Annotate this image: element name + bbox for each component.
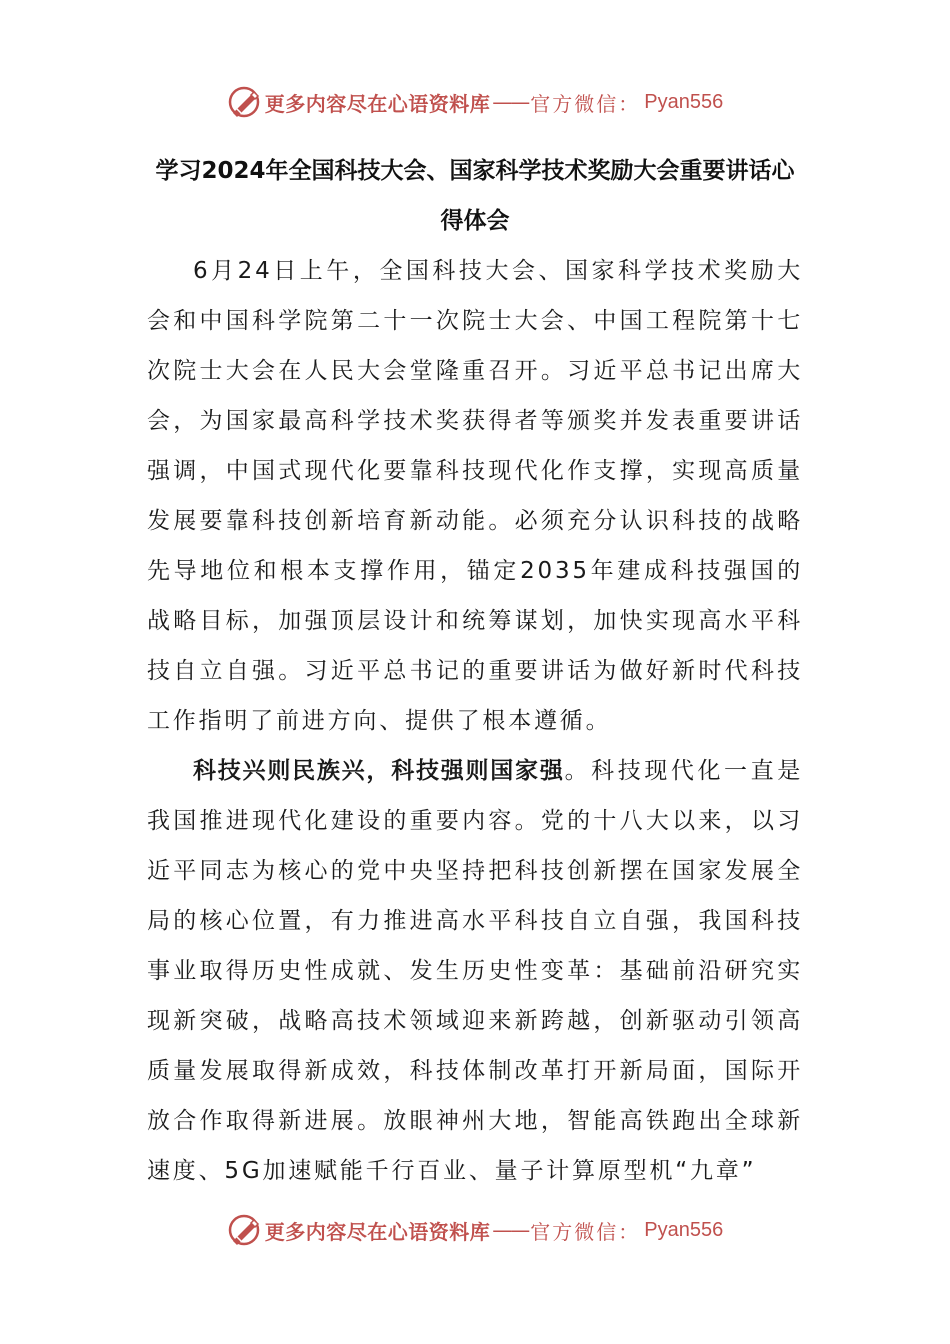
paragraph-1-text: 6月24日上午，全国科技大会、国家科学技术奖励大会和中国科学院第二十一次院士大会、中国工程院第十七次院士大会在人民大会堂隆重召开。习近平总书记出席大会，为国家最高科学技术奖获得者等颁奖并发表重要讲话强调，中国式现代化要靠科技现代化作支撑，实现高质量发展要靠科技创新培育新动能。必须充分认识科技的战略先导地位和根本支撑作用，锚定2035年建成科技强国的战略目标，加强顶层设计和统筹谋划，加快实现高水平科技自立自强。习近平总书记的重要讲话为做好新时代科技工作指明了前进方向、提供了根本遵循。 [147, 258, 803, 734]
watermark-brand-text: 更多内容尽在心语资料库 [264, 1219, 491, 1244]
document-body [147, 246, 803, 1196]
watermark-separator: —— [492, 90, 529, 114]
paragraph-2 [147, 746, 803, 1196]
watermark-wechat-id: Pyan556 [644, 1218, 724, 1241]
watermark-separator: —— [492, 1218, 529, 1242]
paragraph-1 [147, 246, 803, 746]
watermark-wechat-id: Pyan556 [644, 90, 724, 113]
watermark-label: 官方微信： [530, 91, 641, 116]
pen-logo-icon [227, 1213, 261, 1247]
header-watermark [0, 82, 950, 122]
pen-logo-icon [227, 85, 261, 119]
paragraph-2-lead: 科技兴则民族兴，科技强则国家强 [193, 758, 565, 784]
watermark-label: 官方微信： [530, 1219, 641, 1244]
paragraph-2-text: 。科技现代化一直是我国推进现代化建设的重要内容。党的十八大以来，以习近平同志为核心的党中央坚持把科技创新摆在国家发展全局的核心位置，有力推进高水平科技自立自强，我国科技事业取得历史性成就、发生历史性变革：基础前沿研究实现新突破，战略高技术领域迎来新跨越，创新驱动引领高质量发展取得新成效，科技体制改革打开新局面，国际开放合作取得新进展。放眼神州大地，智能高铁跑出全球新速度、5G加速赋能千行百业、量子计算原型机“九章” [147, 758, 803, 1184]
footer-watermark [0, 1210, 950, 1250]
watermark-brand-text: 更多内容尽在心语资料库 [264, 91, 491, 116]
document-title: 学习2024年全国科技大会、国家科学技术奖励大会重要讲话心得体会 [155, 158, 795, 234]
